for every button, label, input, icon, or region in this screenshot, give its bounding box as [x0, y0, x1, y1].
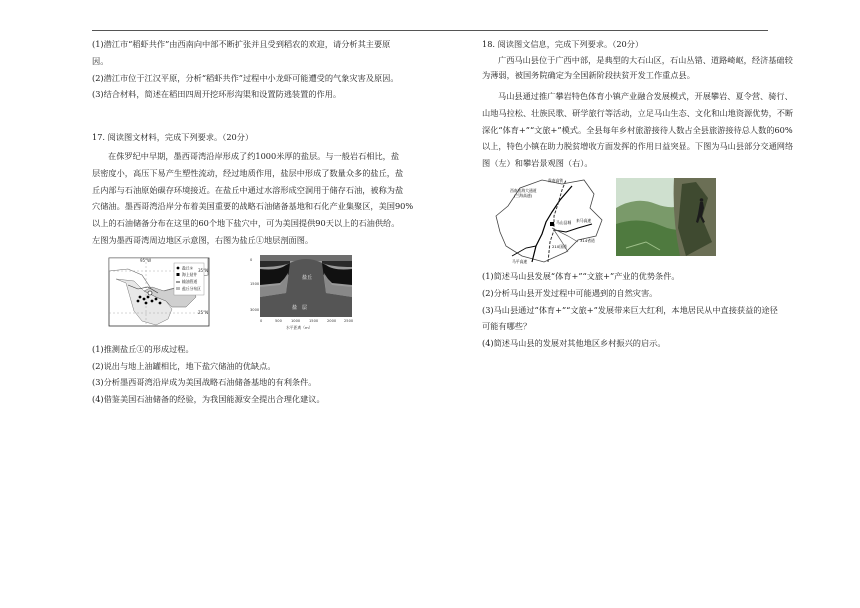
- q17-question: (3)分析墨西哥湾沿岸成为美国战略石油储备基地的有利条件。: [92, 377, 317, 388]
- section-x-tick: 2500: [344, 318, 354, 323]
- q17-question: (1)推测盐丘①的形成过程。: [92, 343, 194, 354]
- q17-paragraph: [92, 148, 452, 249]
- section-x-tick: 0: [260, 318, 263, 323]
- salt-dome-label: 盐丘: [302, 274, 313, 281]
- section-x-tick: 500: [275, 318, 282, 323]
- rock-climbing-photo: [616, 178, 716, 256]
- map-label-laima-expressway: 来马高速: [576, 217, 592, 223]
- q17-paragraph-line: 在侏罗纪中早期，墨西哥湾沿岸形成了约1000米厚的盐层。与一般岩石相比，盐: [108, 150, 400, 161]
- q16-questions: [92, 36, 452, 103]
- q18-figures: [482, 176, 814, 266]
- q16-line: (3)结合材料，简述在稻田四周开挖环形沟渠和设置防逃装置的作用。: [92, 89, 342, 100]
- gulf-map-figure: [108, 257, 218, 329]
- q17-paragraph-line: 左图为墨西哥湾周边地区示意图，右图为盐丘①地层剖面图。: [92, 234, 314, 245]
- map-lat-label: 35°N: [198, 267, 209, 273]
- q17-paragraph-line: 以上的石油储备分布在这里的60个地下盐穴中，可为美国提供90天以上的石油供给。: [92, 218, 400, 229]
- map-label-road-314: 314省道: [580, 237, 595, 243]
- section-x-tick: 1000: [291, 318, 301, 323]
- q18-question: (3)马山县通过“体育+”“文旅+”发展带来巨大红利，本地居民从中直接获益的途径: [482, 304, 778, 315]
- map-label-sw-corridor: 西南出海大通道: [510, 187, 537, 193]
- section-y-tick: 1500: [250, 281, 260, 286]
- q18-para2-line: 马山县通过推广攀岩特色体育小镇产业融合发展模式，开展攀岩、夏令营、骑行、: [498, 90, 793, 101]
- map-label-road-210: 210国道: [552, 243, 567, 249]
- section-x-tick: 2000: [327, 318, 337, 323]
- section-x-label: 水平距离（m）: [286, 324, 313, 330]
- q17-heading: 17. 阅读图文材料，完成下列要求。（20分）: [92, 132, 254, 143]
- left-column: [92, 36, 452, 408]
- q18-para1-line: 为薄弱，被国务院确定为全国新阶段扶贫开发工作重点县。: [482, 70, 695, 81]
- salt-layer-label: 盐 层: [292, 304, 308, 311]
- section-y-tick: 0: [250, 257, 253, 262]
- q18-question: (4)简述马山县的发展对其他地区乡村振兴的启示。: [482, 338, 666, 349]
- map-lon-label: 95°W: [140, 257, 152, 263]
- q18-question: (2)分析马山县开发过程中可能遇到的自然灾害。: [482, 287, 658, 298]
- q18-questions: [482, 268, 814, 352]
- section-x-tick: 1500: [309, 318, 319, 323]
- q16-line: 因。: [92, 55, 109, 66]
- q18-question: (1)简述马山县发展“体育+”“文旅+”产业的优势条件。: [482, 270, 680, 281]
- salt-dome-section-figure: [250, 253, 362, 333]
- q18-para2-line: 深化“体育+”“文旅+”模式。全县每年乡村旅游接待人数占全县旅游接待总人数的60%: [482, 124, 793, 135]
- q17-question: (2)说出与地上油罐相比，地下盐穴储油的优缺点。: [92, 360, 276, 371]
- map-label-guinan-hsr: 贵南高铁: [548, 177, 564, 183]
- q18-para2-line: 以上，特色小镇在助力脱贫增收方面发挥的作用日益突显。下图为马山县部分交通网络: [482, 141, 794, 152]
- map-label-maping-expressway: 马平高速: [512, 258, 528, 264]
- q16-line: (2)潜江市位于江汉平原，分析“稻虾共作”过程中小龙虾可能遭受的气象灾害及原因。: [92, 72, 399, 83]
- q16-line: (1)潜江市“稻虾共作”由西南向中部不断扩张并且受到稻农的欢迎，请分析其主要原: [92, 39, 391, 49]
- q17-questions: [92, 341, 452, 408]
- q17-paragraph-line: 层密度小，高压下易产生塑性流动，经过地质作用，盐层中形成了数量众多的盐丘，盐: [92, 167, 404, 178]
- map-legend-item: 海上钻井: [182, 271, 198, 277]
- q18-para1-line: 广西马山县位于广西中部，是典型的大石山区，石山丛错、道路崎岖，经济基础较: [498, 54, 793, 65]
- q18-heading: 18. 阅读图文信息，完成下列要求。（20分）: [482, 39, 644, 49]
- right-column: [482, 36, 814, 352]
- map-legend-item: 盐丘①: [182, 265, 193, 271]
- q18-para2-line: 山地马拉松、壮族民歌、研学旅行等活动，立足马山生态、文化和山地资源优势，不断: [482, 107, 794, 118]
- transport-network-map: [492, 176, 612, 266]
- q17-question: (4)借鉴美国石油储备的经验，为我国能源安全提出合理化建议。: [92, 394, 325, 405]
- map-legend-item: 盐丘分布区: [182, 285, 201, 291]
- map-label-lanhai: (兰海高速): [514, 192, 533, 198]
- q17-figures: [92, 253, 452, 335]
- q18-para1: [482, 53, 814, 84]
- map-legend-item: 输油管道: [182, 278, 198, 284]
- q17-paragraph-line: 丘内部与石油原始碳存环境接近。在盐丘中通过水溶形成空洞用于储存石油，被称为盐: [92, 184, 404, 195]
- q18-para2-line: 图（左）和攀岩景观图（右）。: [482, 158, 593, 169]
- header-rule: [92, 30, 768, 31]
- section-y-tick: 3000: [250, 307, 260, 312]
- q18-para2: [482, 88, 814, 172]
- map-label-mashan-county: 马山县城: [556, 219, 572, 225]
- map-lat-label: 25°N: [198, 309, 209, 315]
- q18-question: 可能有哪些？: [482, 321, 532, 332]
- q17-paragraph-line: 穴储油。墨西哥湾沿岸分布着美国重要的战略石油储备基地和石化产业集聚区，美国90%: [92, 201, 414, 212]
